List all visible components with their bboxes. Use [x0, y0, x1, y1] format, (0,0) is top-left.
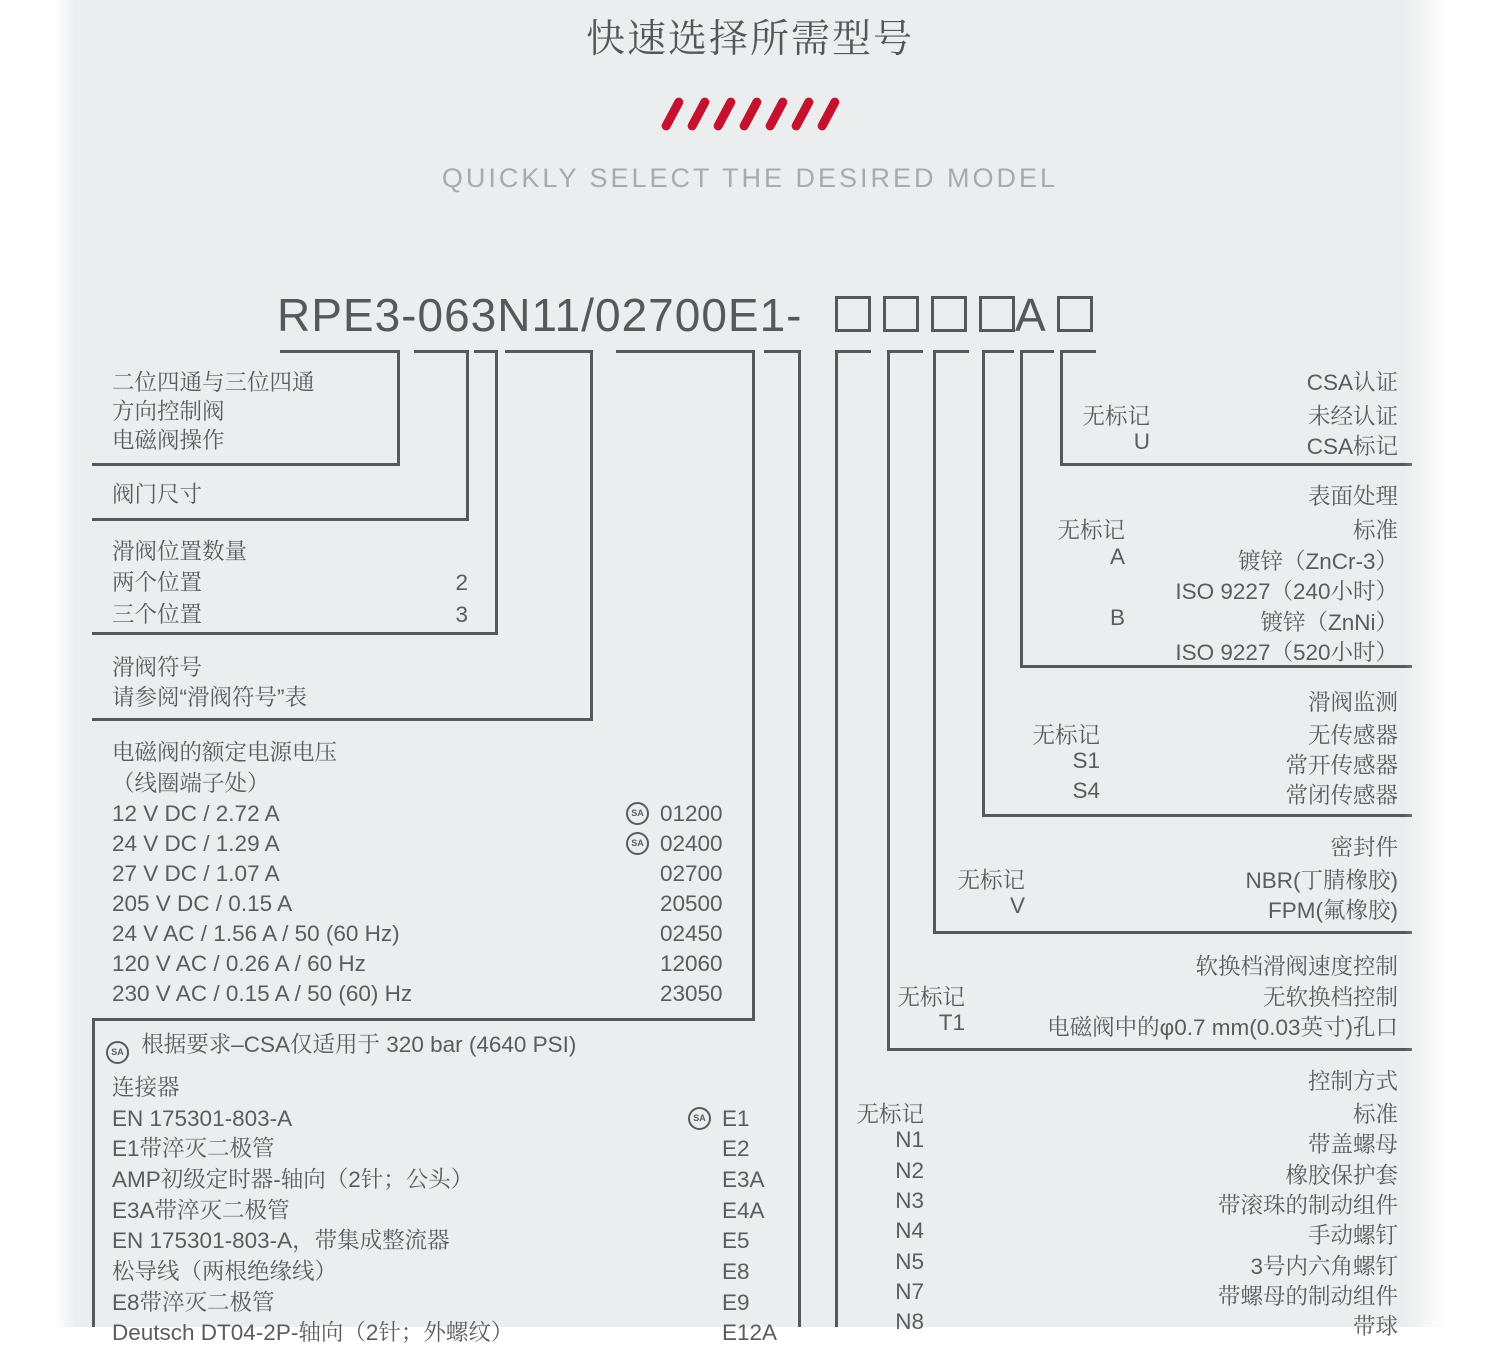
option-label: 手动螺钉: [1307, 1223, 1398, 1248]
seals-row: [0, 863, 1398, 893]
option-label: 3号内六角螺钉: [1250, 1254, 1398, 1279]
model-code-slot-4: [979, 296, 1015, 332]
option-code: N4: [895, 1218, 924, 1243]
red-slash-icon: [790, 96, 815, 132]
csa-icon: SA: [688, 1107, 711, 1130]
option-code: E2: [722, 1136, 750, 1161]
option-label: 带盖螺母: [1307, 1132, 1398, 1157]
option-code: E8: [722, 1259, 750, 1284]
spool-symbol-note: 请参阅“滑阀符号”表: [112, 685, 307, 710]
valve-type-line: 二位四通与三位四通: [112, 370, 315, 395]
diagram-line: [505, 350, 590, 353]
csa-cert-row: [0, 399, 1398, 429]
control-row: [0, 1249, 1398, 1279]
option-code: E5: [722, 1228, 750, 1253]
option-label: Deutsch DT04-2P-轴向（2针；外螺纹）: [112, 1320, 514, 1345]
model-code-slot-6: [1057, 296, 1093, 332]
option-code: 无标记: [957, 868, 1025, 893]
diagram-line: [616, 350, 752, 353]
option-label: 两个位置: [112, 570, 203, 595]
option-code: 02700: [660, 861, 723, 886]
control-title: 控制方式: [1307, 1069, 1398, 1094]
option-label: 松导线（两根绝缘线）: [112, 1259, 338, 1284]
option-code: N1: [895, 1127, 924, 1152]
option-label: 常开传感器: [1285, 753, 1398, 778]
valve-type-line: 电磁阀操作: [112, 428, 225, 453]
csa-icon: SA: [626, 802, 649, 825]
option-label: 镀锌（ZnNi）: [1260, 610, 1398, 635]
monitoring-title: 滑阀监测: [1307, 690, 1398, 715]
diagram-line: [474, 350, 495, 353]
red-slash-icon: [738, 96, 763, 132]
option-label: 标准: [1352, 1102, 1398, 1127]
option-label: 三个位置: [112, 602, 203, 627]
red-slash-decoration: [0, 96, 1500, 136]
option-code: 3: [455, 602, 468, 627]
control-row: [0, 1158, 1398, 1188]
soft-shift-row: [0, 1010, 1398, 1040]
red-slash-icon: [764, 96, 789, 132]
diagram-line: [764, 350, 798, 353]
diagram-line: [1060, 463, 1412, 466]
diagram-line: [933, 350, 969, 353]
surface-row: [0, 574, 1398, 604]
option-label: 无传感器: [1307, 723, 1398, 748]
option-code: N7: [895, 1279, 924, 1304]
option-code: 无标记: [1032, 723, 1100, 748]
option-code: T1: [938, 1010, 965, 1035]
diagram-line: [835, 350, 871, 353]
option-code: U: [1133, 429, 1150, 454]
red-slash-icon: [816, 96, 841, 132]
monitoring-row: [0, 718, 1398, 748]
option-label: ISO 9227（240小时）: [1175, 579, 1398, 604]
control-row: [0, 1097, 1398, 1127]
option-label: AMP初级定时器-轴向（2针；公头）: [112, 1167, 474, 1192]
option-code: A: [1109, 544, 1125, 569]
option-code: V: [1009, 893, 1025, 918]
diagram-line: [1020, 350, 1054, 353]
option-label: 带滚珠的制动组件: [1217, 1193, 1398, 1218]
red-slash-icon: [660, 96, 685, 132]
option-label: E8带淬灭二极管: [112, 1290, 275, 1315]
option-code: 无标记: [1082, 404, 1150, 429]
red-slash-icon: [712, 96, 737, 132]
soft-shift-title: 软换档滑阀速度控制: [1195, 954, 1398, 979]
option-label: E1带淬灭二极管: [112, 1136, 275, 1161]
csa-cert-row: [0, 429, 1398, 459]
csa-icon: SA: [626, 832, 649, 855]
diagram-line: [92, 463, 400, 466]
control-row: [0, 1127, 1398, 1157]
option-code: 23050: [660, 981, 723, 1006]
option-code: E3A: [722, 1167, 765, 1192]
seals-row: [0, 893, 1398, 923]
page-edge-fade: [0, 0, 76, 1327]
option-label: 无软换档控制: [1262, 985, 1398, 1010]
option-code: 20500: [660, 891, 723, 916]
model-code-fixed-letter: A: [1015, 289, 1046, 341]
option-code: N2: [895, 1158, 924, 1183]
option-label: 27 V DC / 1.07 A: [112, 861, 280, 886]
page-subtitle: QUICKLY SELECT THE DESIRED MODEL: [441, 163, 1059, 193]
diagram-line: [933, 931, 1412, 934]
csa-note-text: 根据要求–CSA仅适用于 320 bar (4640 PSI): [141, 1032, 577, 1057]
model-code-text: RPE3-063N11/02700E1-: [277, 289, 803, 341]
option-code: E1: [722, 1106, 750, 1131]
voltage-option-row: [112, 919, 752, 949]
soft-shift-row: [0, 980, 1398, 1010]
monitoring-row: [0, 748, 1398, 778]
option-label: 24 V DC / 1.29 A: [112, 831, 280, 856]
diagram-line: [414, 350, 466, 353]
option-code: N8: [895, 1309, 924, 1334]
diagram-line: [1060, 350, 1096, 353]
voltage-subtitle: （线圈端子处）: [112, 771, 270, 796]
control-row: [0, 1188, 1398, 1218]
option-code: 01200: [660, 801, 723, 826]
diagram-line: [887, 350, 923, 353]
option-label: EN 175301-803-A，带集成整流器: [112, 1228, 450, 1253]
control-row: [0, 1279, 1398, 1309]
option-code: S1: [1072, 748, 1100, 773]
surface-row: [0, 635, 1398, 665]
voltage-title: 电磁阀的额定电源电压: [112, 740, 338, 765]
spool-symbol-title: 滑阀符号: [112, 655, 203, 680]
model-code-slot-1: [835, 296, 871, 332]
connector-title: 连接器: [112, 1075, 180, 1100]
option-code: 2: [455, 570, 468, 595]
model-code-slot-3: [931, 296, 967, 332]
option-label: EN 175301-803-A: [112, 1106, 293, 1131]
monitoring-row: [0, 778, 1398, 808]
option-label: 12 V DC / 2.72 A: [112, 801, 280, 826]
option-label: 120 V AC / 0.26 A / 60 Hz: [112, 951, 366, 976]
option-code: E12A: [722, 1320, 778, 1345]
option-label: 带螺母的制动组件: [1217, 1284, 1398, 1309]
option-code: S4: [1072, 778, 1100, 803]
csa-cert-title: CSA认证: [1306, 370, 1398, 395]
option-code: E4A: [722, 1198, 765, 1223]
control-row: [0, 1309, 1398, 1339]
page-title: 快速选择所需型号: [585, 18, 914, 61]
option-label: FPM(氟橡胶): [1268, 898, 1398, 923]
option-code: 02450: [660, 921, 723, 946]
option-code: 02400: [660, 831, 723, 856]
valve-size-label: 阀门尺寸: [112, 482, 203, 507]
option-code: 无标记: [897, 985, 965, 1010]
option-code: 无标记: [1057, 518, 1125, 543]
page-edge-fade: [1405, 0, 1500, 1327]
csa-icon: SA: [106, 1041, 129, 1064]
diagram-line: [887, 1048, 1412, 1051]
diagram-line: [982, 350, 1014, 353]
surface-row: [0, 605, 1398, 635]
control-row: [0, 1218, 1398, 1248]
option-code: 12060: [660, 951, 723, 976]
option-label: CSA标记: [1306, 434, 1398, 459]
option-code: N3: [895, 1188, 924, 1213]
option-code: E9: [722, 1290, 750, 1315]
option-label: 未经认证: [1307, 404, 1398, 429]
option-code: B: [1109, 605, 1125, 630]
option-label: ISO 9227（520小时）: [1175, 640, 1398, 665]
seals-title: 密封件: [1330, 835, 1398, 860]
option-code: N5: [895, 1249, 924, 1274]
option-label: 205 V DC / 0.15 A: [112, 891, 293, 916]
option-label: 230 V AC / 0.15 A / 50 (60) Hz: [112, 981, 413, 1006]
option-label: NBR(丁腈橡胶): [1245, 868, 1398, 893]
option-label: E3A带淬灭二极管: [112, 1198, 290, 1223]
option-label: 电磁阀中的φ0.7 mm(0.03英寸)孔口: [1047, 1015, 1398, 1040]
option-label: 24 V AC / 1.56 A / 50 (60 Hz): [112, 921, 400, 946]
surface-title: 表面处理: [1307, 484, 1398, 509]
model-code-slot-2: [883, 296, 919, 332]
valve-type-line: 方向控制阀: [112, 399, 225, 424]
option-label: 橡胶保护套: [1285, 1163, 1398, 1188]
red-slash-icon: [686, 96, 711, 132]
option-code: 无标记: [856, 1102, 924, 1127]
diagram-line: [982, 814, 1412, 817]
surface-row: [0, 513, 1398, 543]
diagram-line: [280, 350, 397, 353]
surface-row: [0, 544, 1398, 574]
spool-positions-title: 滑阀位置数量: [112, 539, 248, 564]
option-label: 带球: [1352, 1314, 1398, 1339]
option-label: 标准: [1352, 518, 1398, 543]
option-label: 常闭传感器: [1285, 783, 1398, 808]
option-label: 镀锌（ZnCr-3）: [1237, 549, 1398, 574]
